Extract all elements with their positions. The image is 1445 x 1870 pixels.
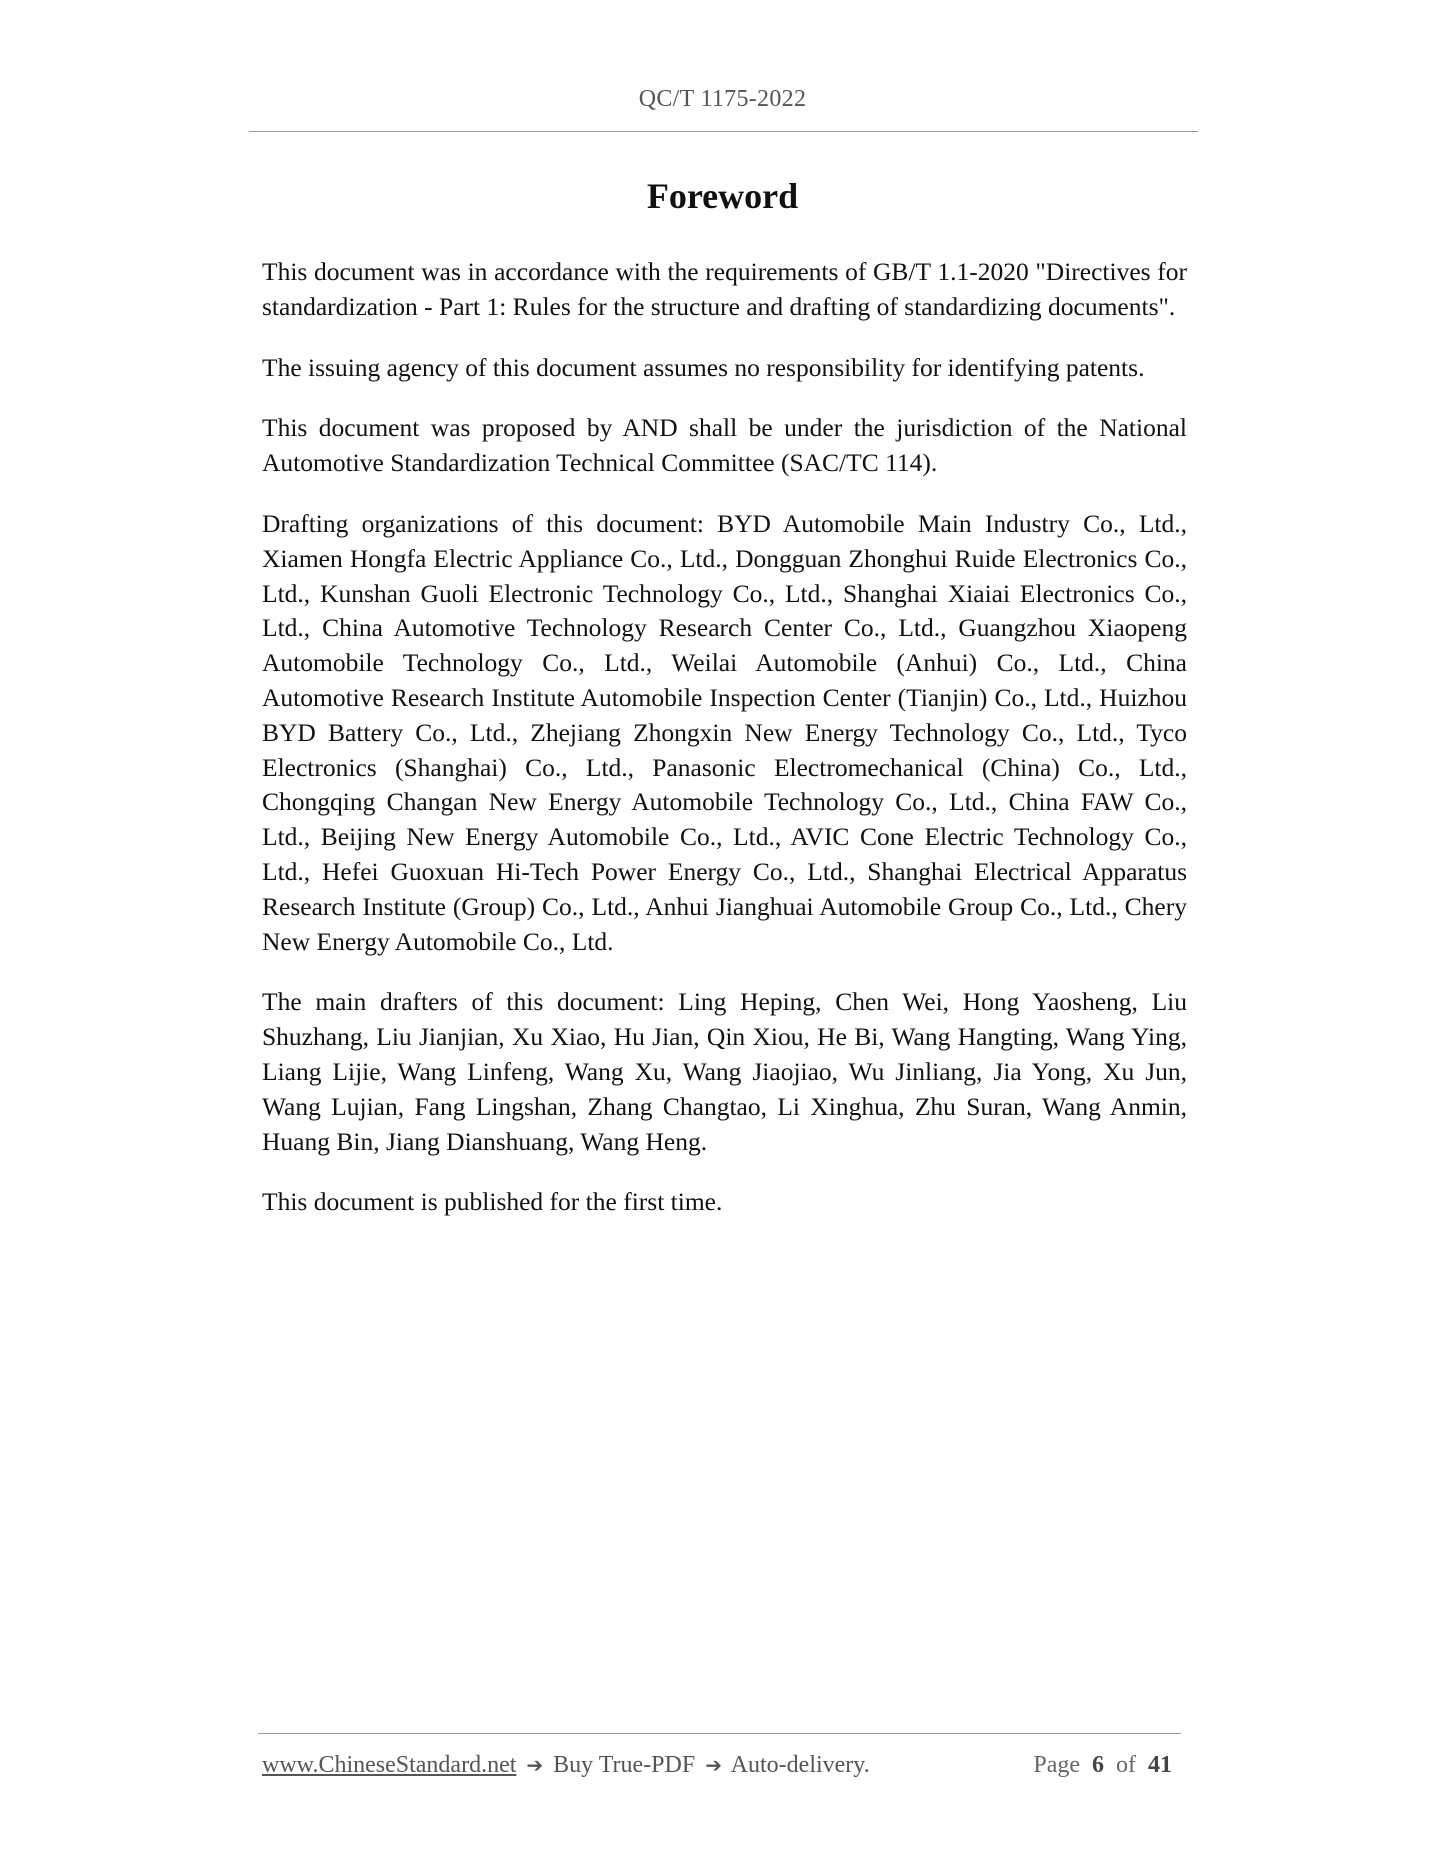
paragraph-first-publication: This document is published for the first time.: [262, 1187, 723, 1217]
page-label: Page: [1033, 1752, 1080, 1778]
foreword-body: [262, 255, 1187, 1246]
right-arrow-icon: ➔: [705, 1753, 722, 1777]
paragraph-patents: The issuing agency of this document assumes no responsibility for identifying patents.: [262, 352, 1145, 382]
page-of-label: of: [1116, 1752, 1136, 1778]
website-link[interactable]: www.ChineseStandard.net: [262, 1752, 517, 1778]
page-number: [1033, 1752, 1178, 1779]
paragraph-drafting-organizations: Drafting organizations of this document: BYD Automobile Main Industry Co., Ltd., Xiamen Hongfa Electric Appliance Co., Ltd., Dongguan Zhonghui Ruide Electronics Co., Ltd., Kunshan Guoli Electronic Technology Co., Ltd., Shanghai Xiaiai Electronics Co., Ltd., China Automotive Technology Research Center Co., Ltd., Guangzhou Xiaopeng Automobile Technology Co., Ltd., Weilai Automobile (Anhui) Co., Ltd., China Automotive Research Institute Automobile Inspection Center (Tianjin) Co., Ltd., Huizhou BYD Battery Co., Ltd., Zhejiang Zhongxin New Energy Technology Co., Ltd., Tyco Electronics (Shanghai) Co., Ltd., Panasonic Electromechanical (China) Co., Ltd., Chongqing Changan New Energy Automobile Technology Co., Ltd., China FAW Co., Ltd., Beijing New Energy Automobile Co., Ltd., AVIC Cone Electric Technology Co., Ltd., Hefei Guoxuan Hi-Tech Power Energy Co., Ltd., Shanghai Electrical Apparatus Research Institute (Group) Co., Ltd., Anhui Jianghuai Automobile Group Co., Ltd., Chery New Energy Automobile Co., Ltd.: [262, 508, 1187, 956]
paragraph-main-drafters: The main drafters of this document: Ling Heping, Chen Wei, Hong Yaosheng, Liu Shuzhang, Liu Jianjian, Xu Xiao, Hu Jian, Qin Xiou, He Bi, Wang Hangting, Wang Ying, Liang Lijie, Wang Linfeng, Wang Xu, Wang Jiaojiao, Wu Jinliang, Jia Yong, Xu Jun, Wang Lujian, Fang Lingshan, Zhang Changtao, Li Xinghua, Zhu Suran, Wang Anmin, Huang Bin, Jiang Dianshuang, Wang Heng.: [262, 987, 1187, 1156]
standard-code: QC/T 1175-2022: [638, 86, 807, 112]
paragraph-jurisdiction: This document was proposed by AND shall be under the jurisdiction of the National Automotive Standardization Technical Committee (SAC/TC 114).: [262, 413, 1187, 478]
auto-delivery-text: Auto-delivery.: [730, 1752, 870, 1778]
footer-promo: [262, 1752, 870, 1779]
total-pages: 41: [1148, 1752, 1172, 1778]
buy-true-pdf-text: Buy True-PDF: [553, 1752, 696, 1778]
page-title: Foreword: [646, 176, 799, 216]
header-divider: [249, 131, 1198, 132]
right-arrow-icon: ➔: [526, 1753, 544, 1777]
footer-divider: [258, 1733, 1181, 1734]
paragraph-directives: This document was in accordance with the requirements of GB/T 1.1-2020 "Directives for standardization - Part 1: Rules for the structure and drafting of standardizing documents".: [262, 257, 1187, 321]
current-page: 6: [1092, 1752, 1104, 1778]
